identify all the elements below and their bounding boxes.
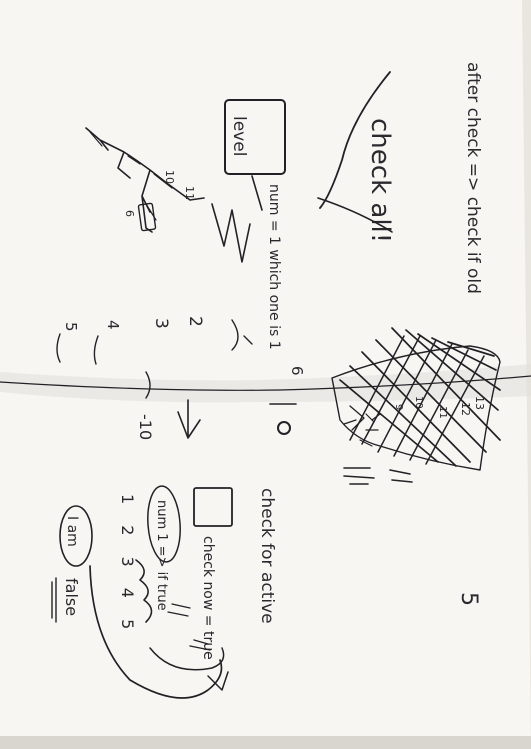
page-bottom-edge xyxy=(0,736,531,749)
tree-label-11: 11 xyxy=(183,186,196,200)
scribble-label-12: 12 xyxy=(459,402,472,416)
digit-3: 3 xyxy=(151,318,171,329)
i-am-label: I am xyxy=(64,516,80,547)
check-for-heading: check for active xyxy=(257,488,277,624)
digit-5: 5 xyxy=(62,322,80,332)
num-line: num 1 => if true xyxy=(154,500,169,611)
level-label: level xyxy=(229,116,249,157)
false-word: false xyxy=(62,578,81,617)
digit-2: 2 xyxy=(185,316,205,327)
num-note: num = 1 which one is 1 xyxy=(266,184,282,350)
tree-label-10: 10 xyxy=(163,170,176,184)
check-now-note: check now = true xyxy=(200,536,216,660)
scribble-label-11: 11 xyxy=(437,406,448,419)
scribble-label-9: 9 xyxy=(393,404,404,411)
page-number: 5 xyxy=(456,592,481,606)
check-all-note: check all! xyxy=(365,118,395,244)
counter-note: -10 xyxy=(136,414,155,441)
scribble-label-13: 13 xyxy=(473,396,486,410)
tree-label-6: 6 xyxy=(123,210,136,217)
marker-6: 6 xyxy=(288,366,306,376)
scribble-label-10: 10 xyxy=(413,396,424,409)
digit-4: 4 xyxy=(104,320,122,330)
sequence-1-5: 1 2 3 4 5 xyxy=(118,494,137,638)
upper-heading: after check => check if old xyxy=(463,62,483,294)
